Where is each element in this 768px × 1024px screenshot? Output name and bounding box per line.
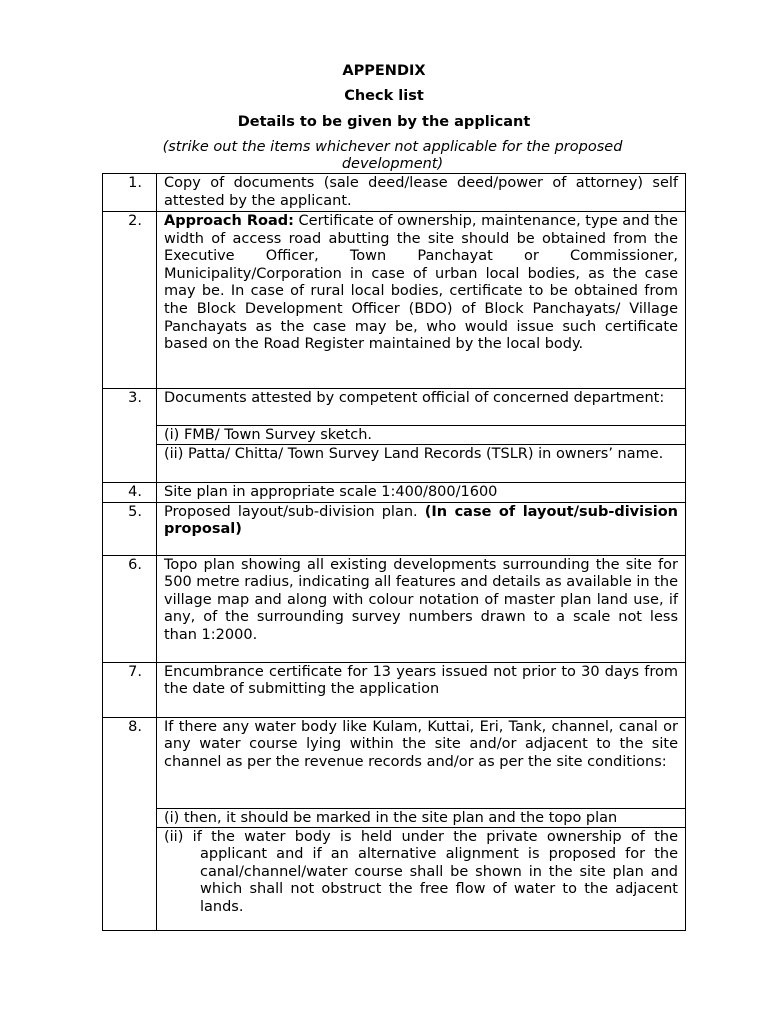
item-text: Documents attested by competent official of concerned department: (164, 390, 665, 406)
checklist-table (102, 173, 686, 931)
checklist-row-5 (103, 502, 686, 555)
item-number: 4. (128, 484, 142, 500)
item-number: 8. (128, 718, 142, 735)
item-text: Encumbrance certificate for 13 years issued not prior to 30 days from the date of submitting the application (164, 663, 678, 698)
item-body: Certificate of ownership, maintenance, type and the width of access road abutting the site should be obtained from the Executive Officer, Town Panchayat or Commissioner, Municipality/Corporation in case of urban local bodies, as the case may be. In case of rural local bodies, certificate to be obtained from the Block Development Officer (BDO) of Block Panchayats/ Village Panchayats as the case may be, who would issue such certificate based on the Road Register maintained by the local body. (164, 213, 678, 353)
item-number: 2. (128, 213, 142, 229)
checklist-row-1 (103, 174, 686, 212)
page-subtitle: Check list (344, 88, 424, 104)
item-text: Site plan in appropriate scale 1:400/800/1600 (164, 484, 498, 500)
item-text (157, 503, 685, 539)
item-text (157, 212, 685, 354)
checklist-row-7 (103, 662, 686, 717)
item-subpoint: (ii) if the water body is held under the private ownership of the applicant and if an alternative alignment is proposed for the canal/channel/water course shall be shown in the site plan and which shall not obstruct the free flow of water to the adjacent lands. (157, 827, 685, 917)
checklist-row-8 (103, 717, 686, 930)
item-body: Proposed layout/sub-division plan. (164, 503, 425, 520)
item-number: 7. (128, 663, 142, 680)
item-subpoint: (i) FMB/ Town Survey sketch. (157, 425, 685, 444)
section-heading: Details to be given by the applicant (237, 114, 531, 130)
item-number: 5. (128, 503, 142, 520)
checklist-row-3 (103, 389, 686, 483)
item-text: Copy of documents (sale deed/lease deed/power of attorney) self attested by the applicant. (164, 175, 678, 209)
item-emphasis: (In case of layout/sub-division proposal) (164, 503, 678, 538)
item-text: If there any water body like Kulam, Kuttai, Eri, Tank, channel, canal or any water course lying within the site and/or adjacent to the site channel as per the revenue records and/or as per the site conditions: (164, 718, 678, 770)
item-number: 1. (128, 175, 142, 191)
item-lead: Approach Road: (164, 213, 294, 229)
item-text: Topo plan showing all existing developments surrounding the site for 500 metre radius, indicating all features and details as available in the village map and along with colour notation of master plan land use, if any, of the surrounding survey numbers drawn to a scale not less than 1:2000. (164, 556, 678, 643)
strike-out-note: (strike out the items whichever not applicable for the proposed development) (162, 139, 623, 172)
checklist-row-6 (103, 555, 686, 662)
item-number: 6. (128, 556, 142, 573)
item-subpoint: (i) then, it should be marked in the site plan and the topo plan (157, 808, 685, 827)
checklist-row-2 (103, 212, 686, 389)
page-title: APPENDIX (342, 63, 426, 79)
item-subpoint: (ii) Patta/ Chitta/ Town Survey Land Records (TSLR) in owners’ name. (157, 444, 685, 464)
item-number: 3. (128, 390, 142, 406)
checklist-row-4 (103, 483, 686, 503)
